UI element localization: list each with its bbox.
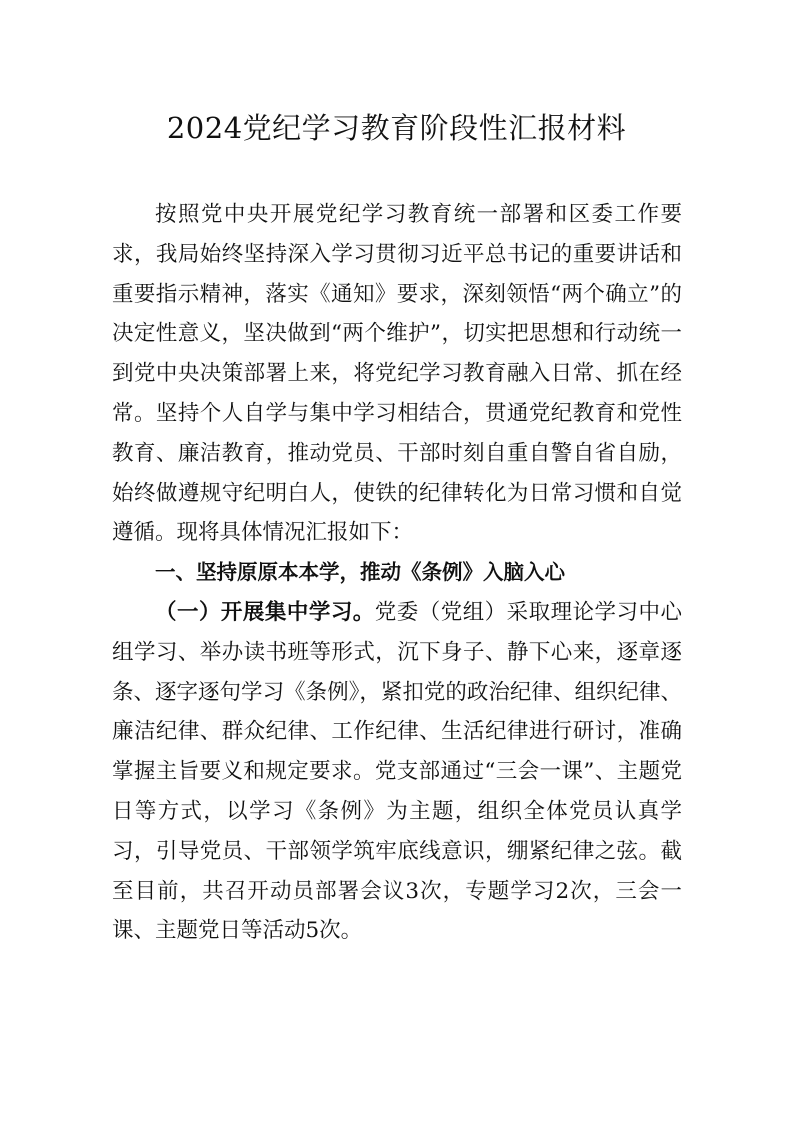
- section-heading: 一、坚持原原本本学，推动《条例》入脑入心: [155, 560, 565, 585]
- document-body: [112, 195, 682, 951]
- item-text: 党委（党组）采取理论学习中心组学习、举办读书班等形式，沉下身子、静下心来，逐章逐条、逐字逐句学习《条例》，紧扣党的政治纪律、组织纪律、廉洁纪律、群众纪律、工作纪律、生活纪律进行研讨，准确掌握主旨要义和规定要求。党支部通过“三会一课”、主题党日等方式，以学习《条例》为主题，组织全体党员认真学习，引导党员、干部领学筑牢底线意识，绷紧纪律之弦。截至目前，共召开动员部署会议3次，专题学习2次，三会一课、主题党日等活动5次。: [112, 599, 682, 944]
- document-title: 2024党纪学习教育阶段性汇报材料: [166, 111, 627, 145]
- item-lead: （一）开展集中学习。: [155, 599, 375, 625]
- intro-paragraph: 按照党中央开展党纪学习教育统一部署和区委工作要求，我局始终坚持深入学习贯彻习近平总书记的重要讲话和重要指示精神，落实《通知》要求，深刻领悟“两个确立”的决定性意义，坚决做到“两个维护”，切实把思想和行动统一到党中央决策部署上来，将党纪学习教育融入日常、抓在经常。坚持个人自学与集中学习相结合，贯通党纪教育和党性教育、廉洁教育，推动党员、干部时刻自重自警自省自励，始终做遵规守纪明白人，使铁的纪律转化为日常习惯和自觉遵循。现将具体情况汇报如下：: [112, 202, 682, 546]
- section-item-paragraph: [112, 593, 682, 951]
